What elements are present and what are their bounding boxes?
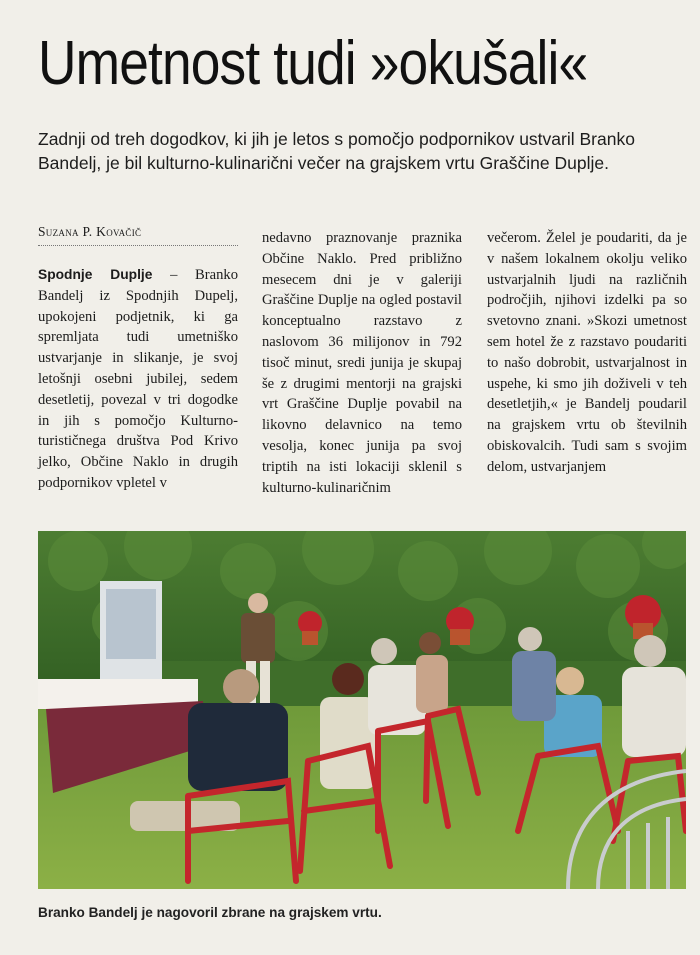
garden-event-photo bbox=[38, 531, 686, 889]
article-title: Umetnost tudi »okušali« bbox=[38, 29, 588, 98]
article-column-2 bbox=[262, 228, 462, 498]
column-1-text: – Branko Bandelj iz Spodnjih Dupelj, upokojeni podjetnik, ki ga spremljata tudi umetniško ustvarjanje in slikanje, je svoj letošnji osebni jubilej, sedem desetletij, povezal v tri dogodke in jih s pomočjo Kulturno-turističnega društva Pod Krivo jelko, Občine Naklo in drugih podpornikov vpletel v bbox=[38, 267, 238, 491]
column-2-text: nedavno praznovanje praznika Občine Naklo. Pred približno mesecem dni je v galeriji Graščine Duplje na ogled postavil konceptualno razstavo z naslovom 36 milijonov in 792 tisoč minut, sredi junija je skupaj še z drugimi mentorji na grajski vrt Graščine Duplje povabil na likovno delavnico na temo vesolja, konec junija pa svoj triptih na isti lokaciji sklenil s kulturno-kulinaričnim bbox=[262, 230, 462, 496]
article-photo bbox=[38, 531, 686, 889]
article-column-3 bbox=[487, 228, 687, 478]
article-column-1 bbox=[38, 265, 238, 494]
article-dateline: Spodnje Duplje bbox=[38, 267, 153, 282]
photo-caption: Branko Bandelj je nagovoril zbrane na grajskem vrtu. bbox=[38, 905, 382, 920]
article-lead: Zadnji od treh dogodkov, ki jih je letos s pomočjo podpornikov ustvaril Branko Bandelj, je bil kulturno-kulinarični večer na grajskem vrtu Graščine Duplje. bbox=[38, 129, 635, 173]
bleed-through-text-top bbox=[0, 0, 700, 26]
article-byline: Suzana P. Kovačič bbox=[38, 224, 238, 246]
column-3-text: večerom. Želel je poudariti, da je v našem lokalnem okolju veliko ustvarjalnih ljudi na različnih področjih, njihovi izdelki pa so svetovno znani. »Skozi umetnost sem hotel že z razstavo poudariti to našo dobrobit, ustvarjalnost in uspehe, ki smo jih doživeli v teh desetletjih,« je Bandelj poudaril na grajskem vrtu ob številnih obiskovalcih. Tudi sam s svojim delom, ustvarjanjem bbox=[487, 230, 687, 475]
